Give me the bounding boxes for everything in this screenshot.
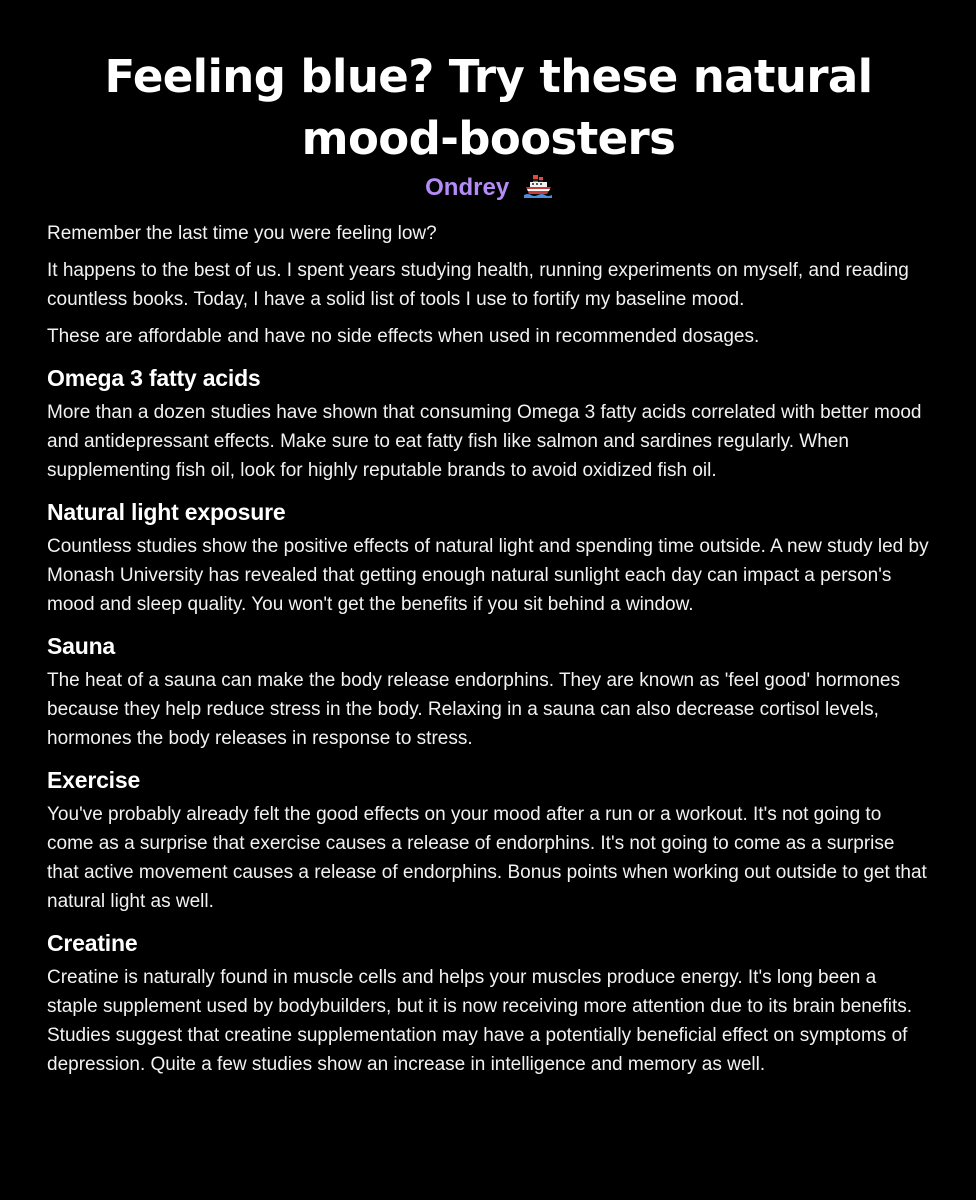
intro-paragraph: It happens to the best of us. I spent years studying health, running experiments on myself, and reading countless books. Today, I have a solid list of tools I use to fortify my baseline mood.: [47, 260, 909, 310]
title-line-1: Feeling blue? Try these natural: [104, 50, 873, 103]
section-heading: Natural light exposure: [47, 499, 286, 525]
section-natural-light: [47, 497, 930, 619]
section-heading: Exercise: [47, 767, 141, 793]
section-heading: Sauna: [47, 633, 116, 659]
ship-emoji-icon: [524, 174, 552, 198]
section-body: Creatine is naturally found in muscle cells and helps your muscles produce energy. It's long been a staple supplement used by bodybuilders, but it is now receiving more attention due to its brain benefits. Studies suggest that creatine supplementation may have a potentially beneficial effect on symptoms of depression. Quite a few studies show an increase in intelligence and memory as well.: [47, 967, 913, 1075]
section-body: The heat of a sauna can make the body release endorphins. They are known as 'feel good' hormones because they help reduce stress in the body. Relaxing in a sauna can also decrease cortisol levels, hormones the body releases in response to stress.: [47, 670, 900, 749]
section-body: More than a dozen studies have shown that consuming Omega 3 fatty acids correlated with better mood and antidepressant effects. Make sure to eat fatty fish like salmon and sardines regularly. When supplementing fish oil, look for highly reputable brands to avoid oxidized fish oil.: [47, 402, 922, 481]
section-omega-3: [47, 363, 930, 485]
section-body: You've probably already felt the good effects on your mood after a run or a workout. It's not going to come as a surprise that exercise causes a release of endorphins. It's not going to come as a surprise that active movement causes a release of endorphins. Bonus points when working out outside to get that natural light as well.: [47, 804, 927, 912]
title-line-2: mood-boosters: [301, 112, 676, 165]
section-exercise: [47, 765, 930, 916]
intro-paragraph: Remember the last time you were feeling low?: [47, 223, 437, 244]
section-heading: Omega 3 fatty acids: [47, 365, 261, 391]
page-title: [47, 46, 930, 170]
author-byline: [47, 173, 930, 203]
section-sauna: [47, 631, 930, 753]
intro: [47, 219, 930, 351]
section-heading: Creatine: [47, 930, 138, 956]
section-creatine: [47, 928, 930, 1079]
section-body: Countless studies show the positive effects of natural light and spending time outside. A new study led by Monash University has revealed that getting enough natural sunlight each day can impact a person's mood and sleep quality. You won't get the benefits if you sit behind a window.: [47, 536, 929, 615]
author-name: Ondrey: [425, 174, 510, 201]
intro-paragraph: These are affordable and have no side effects when used in recommended dosages.: [47, 326, 760, 347]
